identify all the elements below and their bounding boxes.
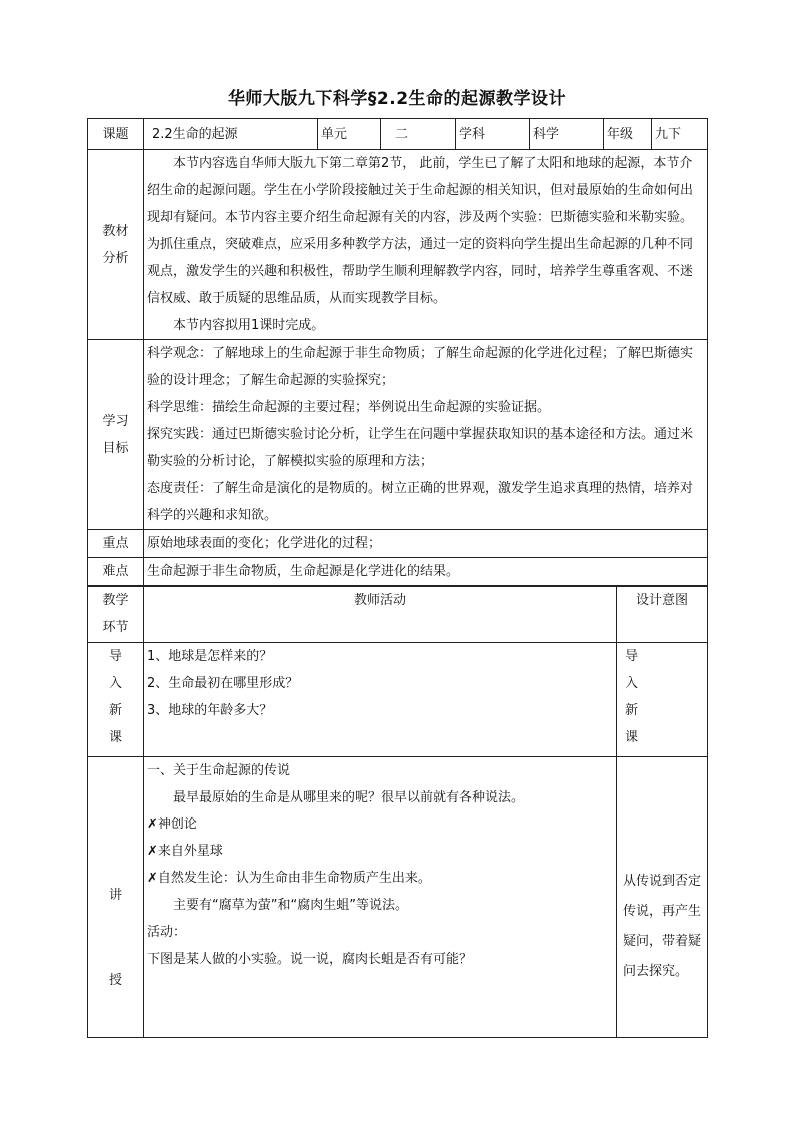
intro-intent-char: 新 [625, 703, 639, 718]
grade-value: 九下 [652, 119, 708, 150]
goal-attitude: 态度责任：了解生命是演化的是物质的。树立正确的世界观，激发学生追求真理的热情，培养对科学的兴趣和求知欲。 [147, 481, 694, 523]
intro-question: 1、地球是怎样来的？ [147, 649, 273, 664]
analysis-label [88, 150, 144, 340]
stage-header-line-1: 教学 [102, 593, 129, 608]
unit-label: 单元 [318, 119, 381, 150]
teacher-activity-header: 教师活动 [144, 587, 617, 643]
stage-header-line-2: 环节 [102, 620, 129, 635]
intro-row [88, 643, 708, 757]
analysis-label-line-2: 分析 [102, 250, 129, 266]
analysis-label-line-1: 教材 [102, 223, 129, 239]
intro-intent-char: 入 [625, 676, 639, 691]
intro-question: 2、生命最初在哪里形成？ [147, 676, 299, 691]
unit-value: 二 [381, 119, 456, 150]
intro-design-intent [617, 643, 708, 757]
document-title: 华师大版九下科学§2.2生命的起源教学设计 [227, 89, 567, 109]
goals-label [88, 340, 144, 530]
intro-intent-char: 课 [625, 730, 639, 745]
analysis-content [144, 150, 708, 340]
key-point-label: 重点 [88, 530, 144, 558]
intro-stage [88, 643, 144, 757]
goals-content [144, 340, 708, 530]
activity-text: 下图是某人做的小实验。说一说，腐肉长蛆是否有可能？ [147, 952, 473, 967]
intro-question: 3、地球的年龄多大？ [147, 703, 273, 718]
analysis-row [88, 150, 708, 340]
goals-label-line-1: 学习 [102, 413, 129, 429]
intro-teacher-activity [144, 643, 617, 757]
topic-label: 课题 [88, 119, 144, 150]
lecture-stage [88, 757, 144, 1038]
course-info-table [87, 118, 708, 586]
intro-intent-char: 导 [625, 649, 639, 664]
lecture-lead: 最早最原始的生命是从哪里来的呢？很早以前就有各种说法。 [173, 790, 525, 805]
intro-stage-char: 课 [108, 730, 122, 745]
lecture-heading: 一、关于生命起源的传说 [147, 763, 291, 778]
legend-item-creationism: ✗神创论 [147, 817, 197, 832]
process-header-row [88, 587, 708, 643]
legend-item-spontaneous-generation: ✗自然发生论：认为生命由非生命物质产生出来。 [147, 871, 431, 886]
key-point-value: 原始地球表面的变化；化学进化的过程； [144, 530, 708, 558]
goals-row [88, 340, 708, 530]
analysis-duration: 本节内容拟用1课时完成。 [173, 318, 325, 333]
subject-label: 学科 [456, 119, 530, 150]
topic-value: 2.2生命的起源 [144, 119, 318, 150]
activity-label: 活动： [147, 925, 187, 940]
goal-concept: 科学观念：了解地球上的生命起源于非生命物质；了解生命起源的化学进化过程；了解巴斯德实验的设计理念；了解生命起源的实验探究； [147, 346, 694, 388]
goals-label-line-2: 目标 [102, 440, 129, 456]
difficulty-value: 生命起源于非生命物质，生命起源是化学进化的结果。 [144, 558, 708, 586]
stage-header [88, 587, 144, 643]
analysis-paragraph: 本节内容选自华师大版九下第二章第2节， 此前，学生已了解了太阳和地球的起源，本节介绍生命的起源问题。学生在小学阶段接触过关于生命起源的相关知识，但对最原始的生命如何出现却有疑问。本节内容主要介绍生命起源有关的内容，涉及两个实验：巴斯德实验和米勒实验。为抓住重点，突破难点，应采用多种教学方法，通过一定的资料向学生提出生命起源的几种不同观点，激发学生的兴趣和积极性，帮助学生顺利理解教学内容，同时，培养学生尊重客观、不迷信权威、敢于质疑的思维品质，从而实现教学目标。 [147, 156, 694, 306]
grade-label: 年级 [604, 119, 652, 150]
lecture-teacher-activity [144, 757, 617, 1038]
lecture-row [88, 757, 708, 1038]
subject-value: 科学 [530, 119, 604, 150]
lecture-stage-char-1: 讲 [108, 888, 122, 903]
teaching-process-table [87, 586, 708, 1038]
intro-stage-char: 新 [108, 703, 122, 718]
lecture-stage-char-2: 授 [108, 973, 122, 988]
intro-stage-char: 导 [108, 649, 122, 664]
difficulty-label: 难点 [88, 558, 144, 586]
legend-item-extraterrestrial: ✗来自外星球 [147, 844, 223, 859]
header-row [88, 119, 708, 150]
difficulty-row [88, 558, 708, 586]
intro-stage-char: 入 [108, 676, 122, 691]
goal-thinking: 科学思维：描绘生命起源的主要过程；举例说出生命起源的实验证据。 [147, 400, 551, 415]
design-intent-header: 设计意图 [617, 587, 708, 643]
goal-practice: 探究实践：通过巴斯德实验讨论分析，让学生在问题中掌握获取知识的基本途径和方法。通过米勒实验的分析讨论，了解模拟实验的原理和方法； [147, 427, 694, 469]
lecture-design-intent: 从传说到否定传说，再产生疑问，带着疑问去探究。 [617, 757, 708, 1038]
key-point-row [88, 530, 708, 558]
lecture-sayings: 主要有“腐草为萤”和“腐肉生蛆”等说法。 [173, 898, 408, 913]
